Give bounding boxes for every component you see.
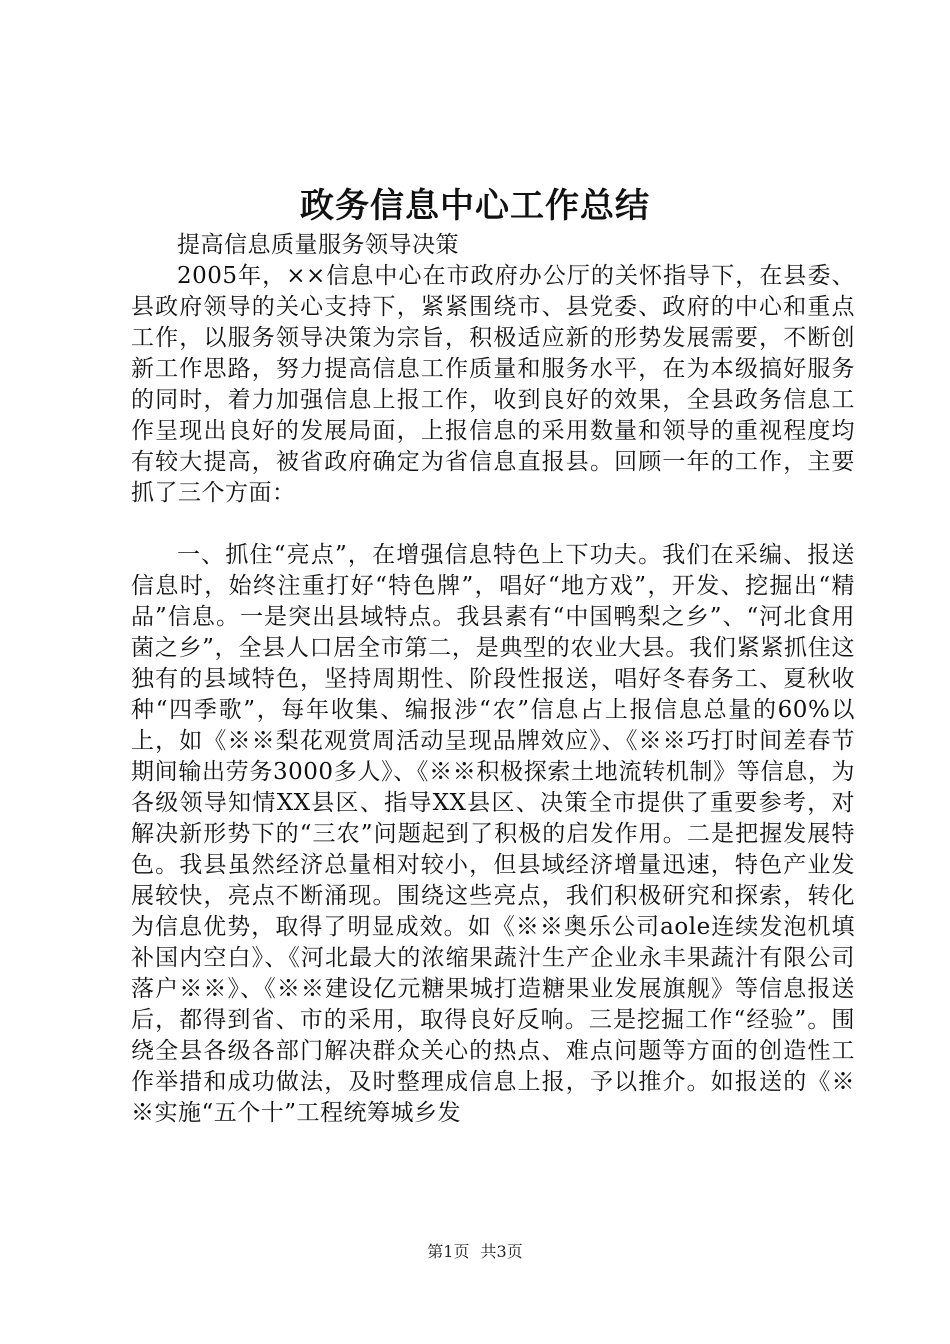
- paragraph-spacer: [131, 509, 855, 540]
- paragraph-section-one: 一、抓住“亮点”，在增强信息特色上下功夫。我们在采编、报送信息时，始终注重打好“特色牌”，唱好“地方戏”，开发、挖掘出“精品”信息。一是突出县域特点。我县素有“中国鸭梨之乡”、“河北食用菌之乡”，全县人口居全市第二，是典型的农业大县。我们紧紧抓住这独有的县域特色，坚持周期性、阶段性报送，唱好冬春务工、夏秋收种“四季歌”，每年收集、编报涉“农”信息占上报信息总量的60%以上，如《※※梨花观赏周活动呈现品牌效应》、《※※巧打时间差春节期间输出劳务3000多人》、《※※积极探索土地流转机制》等信息，为各级领导知情XX县区、指导XX县区、决策全市提供了重要参考，对解决新形势下的“三农”问题起到了积极的启发作用。二是把握发展特色。我县虽然经济总量相对较小，但县域经济增量迅速，特色产业发展较快，亮点不断涌现。围绕这些亮点，我们积极研究和探索，转化为信息优势，取得了明显成效。如《※※奥乐公司aole连续发泡机填补国内空白》、《河北最大的浓缩果蔬汁生产企业永丰果蔬汁有限公司落户※※》、《※※建设亿元糖果城打造糖果业发展旗舰》等信息报送后，都得到省、市的采用，取得良好反响。三是挖掘工作“经验”。围绕全县各级各部门解决群众关心的热点、难点问题等方面的创造性工作举措和成功做法，及时整理成信息上报，予以推介。如报送的《※※实施“五个十”工程统筹城乡发: [131, 542, 855, 1126]
- page-number: 第1页: [427, 1242, 470, 1261]
- subtitle: 提高信息质量服务领导决策: [177, 232, 459, 258]
- page-footer: [0, 1241, 950, 1263]
- document-body: [131, 230, 855, 1129]
- page-total: 共3页: [480, 1242, 523, 1261]
- document-title: 政务信息中心工作总结: [300, 186, 650, 226]
- paragraph-intro: 2005年，××信息中心在市政府办公厅的关怀指导下，在县委、县政府领导的关心支持下，紧紧围绕市、县党委、政府的中心和重点工作，以服务领导决策为宗旨，积极适应新的形势发展需要，不断创新工作思路，努力提高信息工作质量和服务水平，在为本级搞好服务的同时，着力加强信息上报工作，收到良好的效果，全县政务信息工作呈现出良好的发展局面，上报信息的采用数量和领导的重视程度均有较大提高，被省政府确定为省信息直报县。回顾一年的工作，主要抓了三个方面：: [131, 263, 855, 506]
